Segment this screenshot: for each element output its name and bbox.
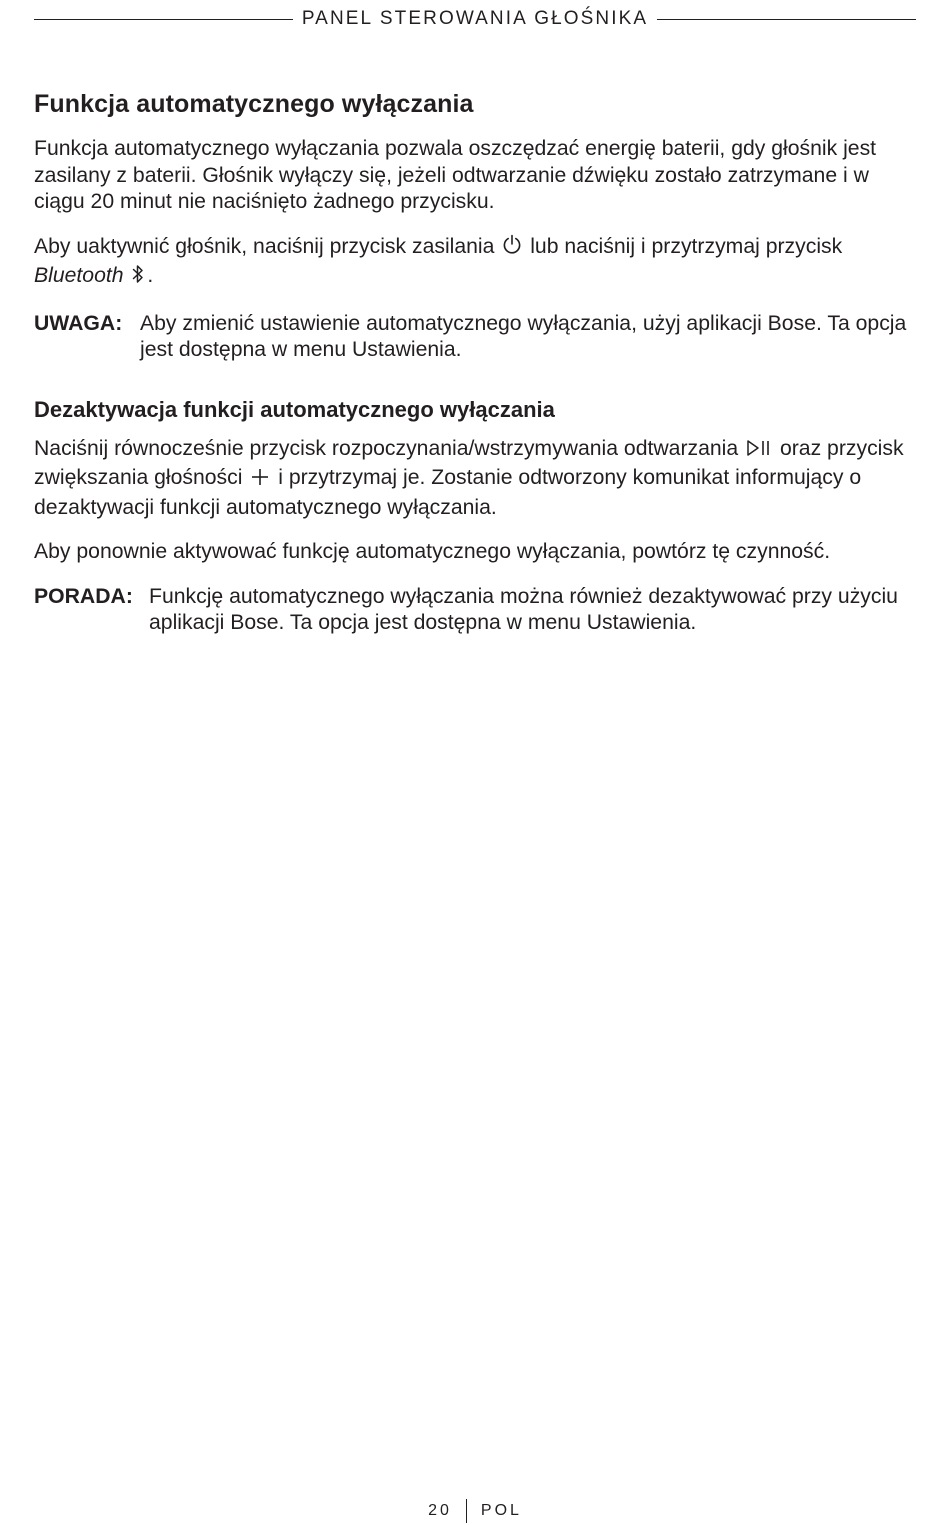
paragraph-reactivate: Aby ponownie aktywować funkcję automatycznego wyłączania, powtórz tę czynność. xyxy=(34,540,831,563)
disable-text-part3: i przytrzymaj je. Zostanie odtworzony komunikat informujący o dezaktywacji funkcji automatycznego wyłączania. xyxy=(34,466,862,519)
header-title: PANEL STEROWANIA GŁOŚNIKA xyxy=(301,8,649,29)
footer-separator xyxy=(466,1499,467,1523)
page-number: 20 xyxy=(428,1502,452,1519)
note-block xyxy=(34,311,916,364)
bluetooth-word: Bluetooth xyxy=(34,264,124,287)
bluetooth-icon xyxy=(131,263,145,293)
wake-text-end: . xyxy=(147,264,154,287)
page-content xyxy=(34,88,916,669)
tip-text: Funkcję automatycznego wyłączania można również dezaktywować przy użyciu aplikacji Bose. Ta opcja jest dostępna w menu Ustawienia. xyxy=(149,584,898,634)
paragraph-auto-off-description: Funkcja automatycznego wyłączania pozwala oszczędzać energię baterii, gdy głośnik jest zasilany z baterii. Głośnik wyłączy się, jeżeli odtwarzanie dźwięku zostało zatrzymane i w ciągu 20 minut nie naciśnięto żadnego przycisku. xyxy=(34,137,877,213)
header-rule-left xyxy=(34,19,293,20)
paragraph-disable-instructions xyxy=(34,436,916,522)
disable-text-part2: oraz przycisk zwiększania głośności xyxy=(34,436,904,489)
language-code: POL xyxy=(480,1502,522,1519)
header-rule-right xyxy=(657,19,916,20)
disable-text-part1: Naciśnij równocześnie przycisk rozpoczynania/wstrzymywania odtwarzania xyxy=(34,436,739,460)
note-label: UWAGA: xyxy=(34,311,123,335)
section-heading-disable-auto-off: Dezaktywacja funkcji automatycznego wyłączania xyxy=(34,396,555,422)
page-footer xyxy=(0,1498,950,1524)
plus-icon xyxy=(250,467,270,495)
wake-text-part2: lub naciśnij i przytrzymaj przycisk xyxy=(530,234,843,258)
paragraph-wake-speaker xyxy=(34,234,916,293)
section-heading-auto-off: Funkcja automatycznego wyłączania xyxy=(34,90,474,118)
page-header xyxy=(34,7,916,31)
tip-block xyxy=(34,584,916,637)
play-pause-icon xyxy=(746,438,772,466)
note-text: Aby zmienić ustawienie automatycznego wyłączania, użyj aplikacji Bose. Ta opcja jest dostępna w menu Ustawienia. xyxy=(140,311,907,361)
wake-text-part1: Aby uaktywnić głośnik, naciśnij przycisk zasilania xyxy=(34,234,495,258)
tip-label: PORADA: xyxy=(34,584,133,608)
power-icon xyxy=(502,234,522,264)
